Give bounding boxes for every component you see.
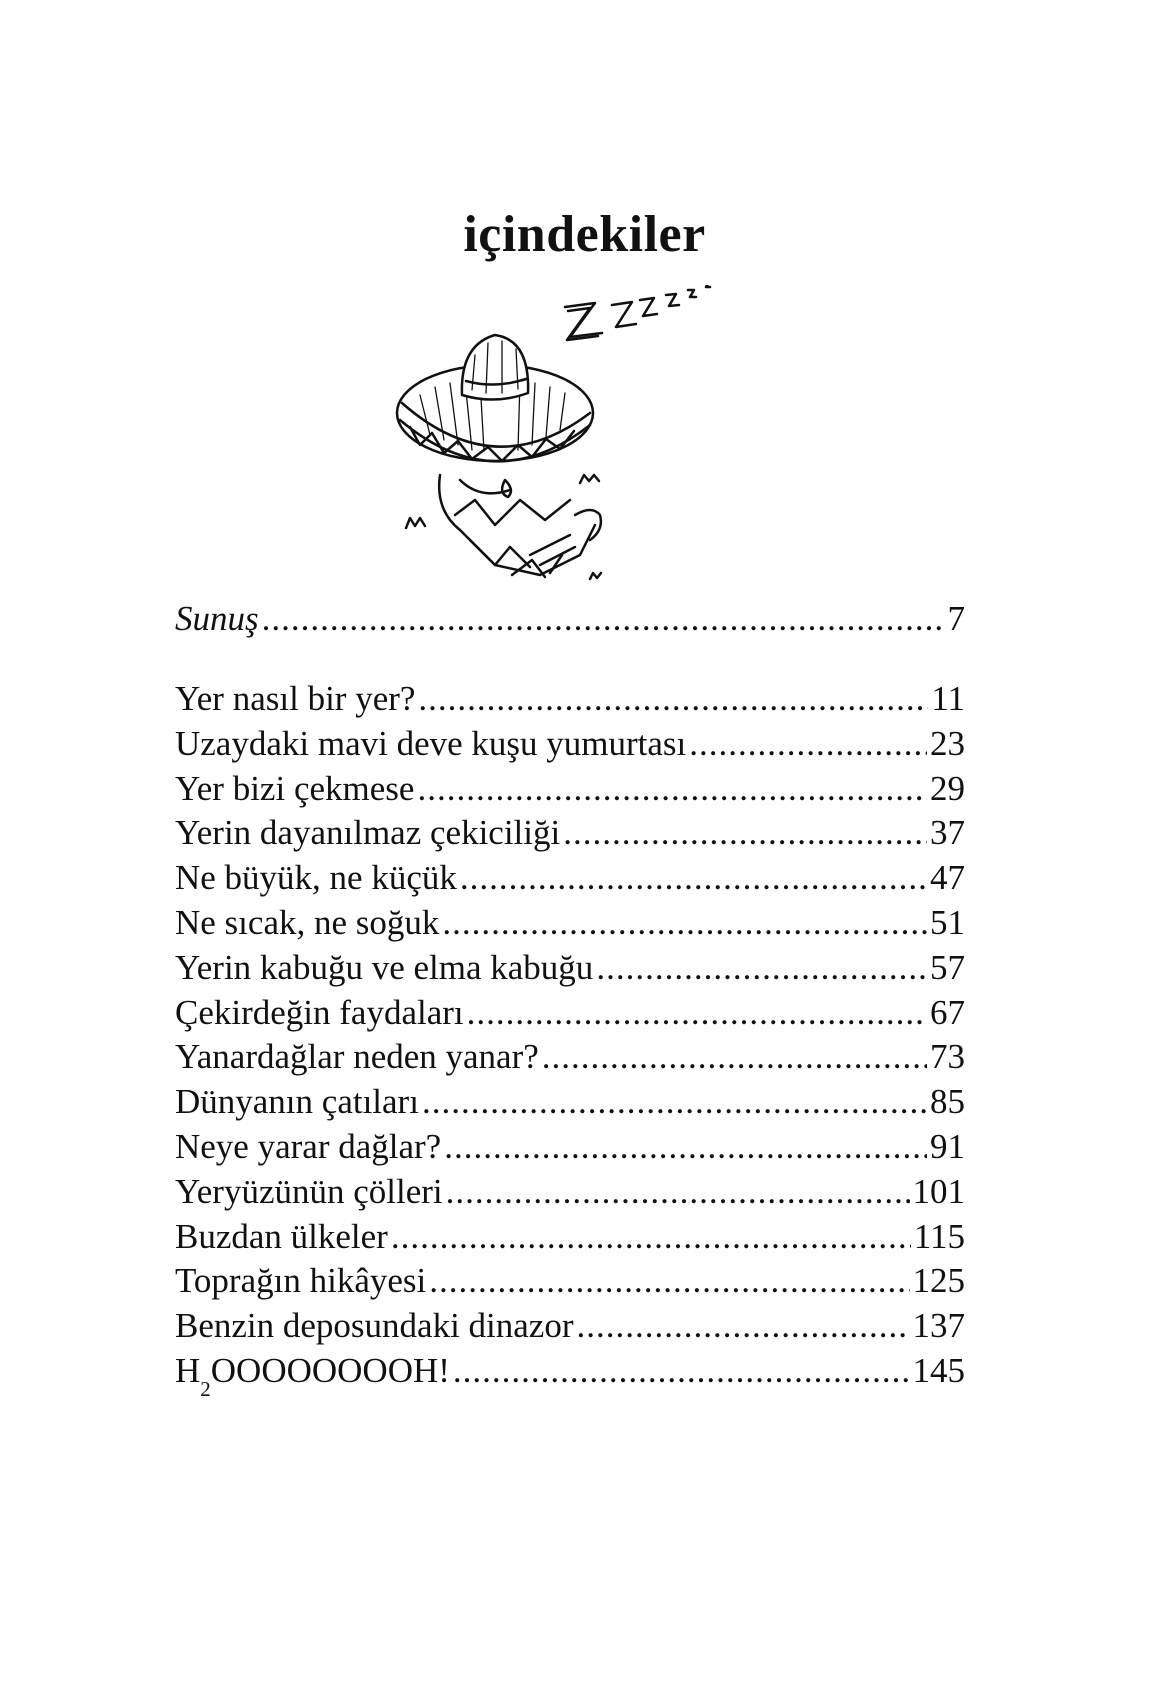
- toc-entry-label: Çekirdeğin faydaları: [175, 992, 464, 1032]
- dot-leader: [417, 767, 927, 812]
- dot-leader: [542, 1035, 927, 1080]
- dot-leader: [262, 597, 945, 642]
- dot-leader: [422, 1080, 927, 1125]
- toc-entry[interactable]: [175, 767, 965, 812]
- h2o-subscript: 2: [200, 1376, 211, 1401]
- dot-leader: [446, 1170, 910, 1215]
- dot-leader: [563, 811, 927, 856]
- dot-leader: [596, 946, 927, 991]
- toc-entry[interactable]: [175, 901, 965, 946]
- toc-entry[interactable]: [175, 856, 965, 901]
- toc-entry[interactable]: [175, 1080, 965, 1125]
- toc-entry[interactable]: [175, 1259, 965, 1304]
- dot-leader: [577, 1304, 910, 1349]
- dot-leader: [429, 1259, 909, 1304]
- sleeping-figure-illustration: [380, 285, 780, 645]
- toc-entry-label: Benzin deposundaki dinazor: [175, 1306, 574, 1346]
- toc-entry-page: 47: [930, 858, 965, 898]
- toc-entry-label: Uzaydaki mavi deve kuşu yumurtası: [175, 723, 687, 763]
- toc-entry-h2o[interactable]: [175, 1349, 965, 1401]
- dot-leader: [460, 856, 927, 901]
- toc-entry-label: Ne büyük, ne küçük: [175, 858, 457, 898]
- toc-entry-page: 85: [930, 1082, 965, 1122]
- toc-entry[interactable]: [175, 946, 965, 991]
- h2o-rest: OOOOOOOOH!: [210, 1350, 450, 1390]
- toc-entry-label: Sunuş: [175, 599, 259, 638]
- dot-leader: [391, 1215, 911, 1260]
- toc-entry-page: 137: [912, 1306, 965, 1346]
- toc-entry-label: Yer nasıl bir yer?: [175, 679, 416, 718]
- toc-entry-label: Yerin dayanılmaz çekiciliği: [175, 813, 561, 853]
- toc-entry-page: 115: [913, 1216, 965, 1256]
- toc-entry-page: 67: [930, 992, 965, 1032]
- toc-entry-page: 57: [930, 947, 965, 987]
- toc-entry[interactable]: [175, 1304, 965, 1349]
- toc-entry-label: Yer bizi çekmese: [175, 768, 415, 808]
- toc-entry[interactable]: [175, 1215, 965, 1260]
- toc-entry-label: Neye yarar dağlar?: [175, 1126, 442, 1166]
- toc-entry-page: 101: [912, 1171, 965, 1211]
- toc-entry-label: [175, 1349, 450, 1401]
- dot-leader: [418, 677, 928, 722]
- toc-entry-page: 91: [930, 1126, 965, 1166]
- toc-entry[interactable]: [175, 1125, 965, 1170]
- toc-entry[interactable]: [175, 1170, 965, 1215]
- dot-leader: [467, 991, 927, 1036]
- toc-entry-label: Toprağın hikâyesi: [175, 1261, 427, 1301]
- toc-entry-page: 29: [930, 768, 965, 808]
- toc-entry[interactable]: [175, 677, 965, 722]
- toc-entry[interactable]: [175, 722, 965, 767]
- toc-entry-label: Yerin kabuğu ve elma kabuğu: [175, 947, 594, 987]
- snore-zzz-icon: [565, 285, 710, 340]
- toc-entry-label: Ne sıcak, ne soğuk: [175, 902, 440, 942]
- toc-entry-page: 11: [931, 679, 965, 718]
- toc-entry-label: Yanardağlar neden yanar?: [175, 1037, 539, 1077]
- toc-entry[interactable]: [175, 1035, 965, 1080]
- dot-leader: [444, 1125, 927, 1170]
- page-title: içindekiler: [463, 206, 706, 263]
- toc-entry-page: 7: [947, 599, 965, 638]
- toc-entry-intro[interactable]: [175, 597, 965, 642]
- toc-entry-page: 145: [912, 1350, 965, 1390]
- toc-entry-page: 125: [912, 1261, 965, 1301]
- toc-intro: [175, 597, 965, 642]
- dot-leader: [442, 901, 927, 946]
- dot-leader: [453, 1349, 910, 1394]
- toc-entry-page: 37: [930, 813, 965, 853]
- toc-entry-label: Yeryüzünün çölleri: [175, 1171, 443, 1211]
- toc-list: [175, 677, 965, 1401]
- toc-entry-page: 73: [930, 1037, 965, 1077]
- toc-entry-page: 51: [930, 902, 965, 942]
- toc-entry-label: Dünyanın çatıları: [175, 1082, 419, 1122]
- toc-entry-page: 23: [930, 723, 965, 763]
- h2o-h: H: [175, 1350, 201, 1390]
- dot-leader: [689, 722, 927, 767]
- toc-entry[interactable]: [175, 811, 965, 856]
- toc-entry[interactable]: [175, 991, 965, 1036]
- toc-entry-label: Buzdan ülkeler: [175, 1216, 388, 1256]
